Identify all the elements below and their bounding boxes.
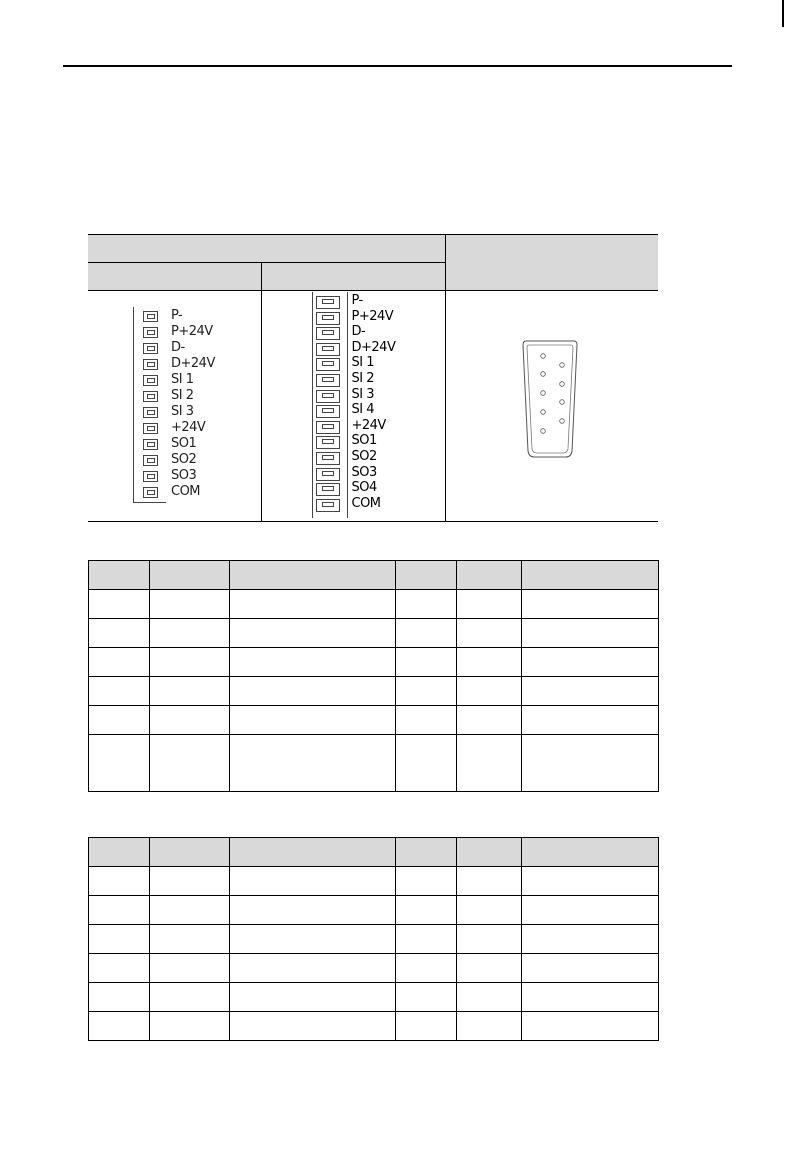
terminal-slot — [141, 391, 161, 403]
terminal-label: SO2 — [171, 452, 197, 467]
table-row — [89, 619, 659, 648]
terminal-label: +24V — [171, 420, 206, 435]
terminal-label: P+24V — [351, 308, 394, 324]
terminal-slot — [314, 436, 334, 448]
terminal-label: SO3 — [351, 464, 377, 480]
terminal-label: D+24V — [171, 356, 215, 371]
terminal-label: SI 2 — [171, 388, 194, 403]
table-row — [89, 867, 659, 896]
terminal-block-b — [262, 291, 445, 521]
block-a-header-cell — [88, 263, 261, 291]
terminal-slot — [141, 375, 161, 387]
terminal-label: SO3 — [171, 468, 197, 483]
terminal-slot — [314, 374, 334, 386]
terminal-slot — [141, 471, 161, 483]
db9-header-cell — [445, 235, 658, 291]
terminal-label: COM — [351, 495, 381, 511]
terminal-label: SO1 — [351, 433, 377, 449]
terminal-slot — [314, 312, 334, 324]
table-row — [89, 706, 659, 735]
terminal-label: SO4 — [351, 480, 377, 496]
terminal-label: P- — [351, 293, 363, 308]
table-header-row — [89, 561, 659, 590]
terminal-slot — [314, 421, 334, 433]
terminal-slot — [141, 439, 161, 451]
terminal-label: D- — [171, 340, 185, 355]
terminal-slot — [141, 455, 161, 467]
parameter-table-2 — [88, 837, 659, 1041]
parameter-table-1 — [88, 560, 659, 792]
block-a-cell — [88, 291, 261, 522]
db9-cell — [445, 291, 658, 522]
terminal-slot — [314, 343, 334, 355]
terminal-label: P- — [171, 308, 183, 323]
terminal-slot — [141, 487, 161, 499]
table-row — [89, 648, 659, 677]
table-row — [89, 1012, 659, 1041]
terminal-label: P+24V — [171, 324, 213, 339]
terminal-label: SI 3 — [171, 404, 194, 419]
terminal-slot — [314, 499, 334, 511]
terminal-label: SO1 — [171, 436, 197, 451]
db9-area — [446, 291, 659, 521]
table-row — [89, 896, 659, 925]
terminal-slot — [314, 483, 334, 495]
terminal-slot — [314, 358, 334, 370]
terminal-slot — [314, 468, 334, 480]
terminal-label: COM — [171, 484, 201, 499]
db9-connector-icon — [522, 339, 578, 459]
terminal-slot — [141, 407, 161, 419]
table-row — [89, 983, 659, 1012]
terminal-slot — [314, 452, 334, 464]
table-row — [89, 677, 659, 706]
terminal-label: +24V — [351, 417, 386, 433]
terminal-label: D- — [351, 324, 366, 340]
terminal-slot — [141, 343, 161, 355]
terminal-label: D+24V — [351, 339, 396, 355]
terminal-label: SI 1 — [351, 355, 374, 371]
table-row — [89, 735, 659, 792]
block-b-header-cell — [261, 263, 445, 291]
terminal-slot — [314, 296, 334, 308]
terminal-slot — [314, 405, 334, 417]
table-row — [89, 925, 659, 954]
terminal-slot — [141, 311, 161, 323]
terminal-slot — [314, 390, 334, 402]
table-header-row — [89, 838, 659, 867]
table-row — [89, 590, 659, 619]
terminal-label: SO2 — [351, 449, 377, 464]
header-rule — [63, 65, 732, 67]
terminal-label: SI 1 — [171, 372, 194, 387]
terminal-label: SI 4 — [351, 402, 374, 418]
terminal-block-a — [88, 291, 261, 521]
connector-table — [88, 234, 658, 522]
terminal-header-cell — [88, 235, 445, 263]
page-edge-mark — [782, 0, 784, 27]
terminal-slot — [141, 423, 161, 435]
table-row — [89, 954, 659, 983]
terminal-slot — [141, 327, 161, 339]
block-b-cell — [261, 291, 445, 522]
terminal-slot — [314, 327, 334, 339]
terminal-label: SI 2 — [351, 371, 374, 386]
terminal-slot — [141, 359, 161, 371]
terminal-label: SI 3 — [351, 386, 374, 402]
